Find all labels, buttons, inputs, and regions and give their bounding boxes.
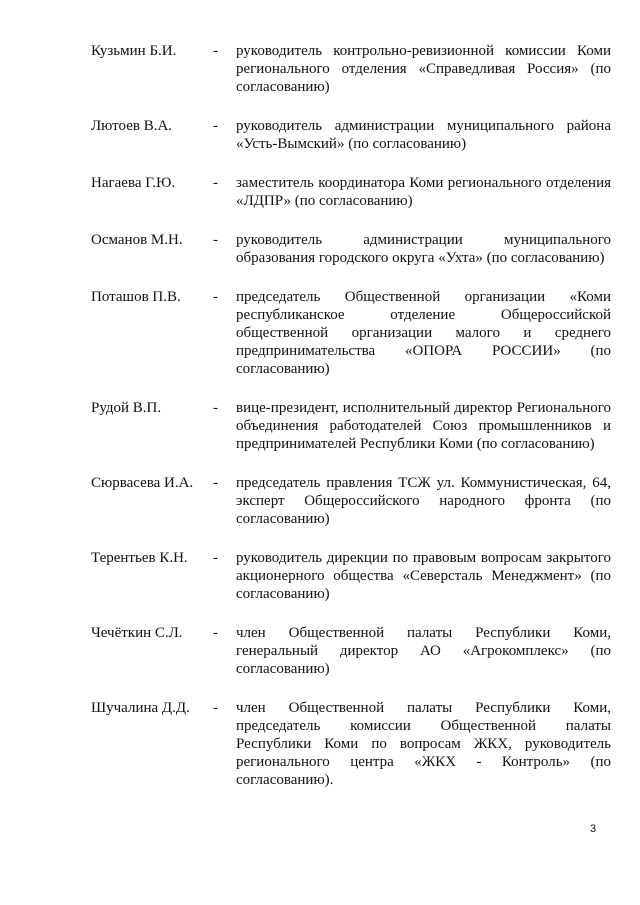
dash: - <box>213 625 218 641</box>
list-item <box>91 174 611 210</box>
list-item <box>91 288 611 378</box>
member-name: Кузьмин Б.И. <box>91 43 177 59</box>
list-item <box>91 42 611 96</box>
dash: - <box>213 289 218 305</box>
member-description: руководитель контрольно-ревизионной комиссии Коми регионального отделения «Справедливая Россия» (по согласованию) <box>236 43 611 95</box>
member-description: руководитель дирекции по правовым вопросам закрытого акционерного общества «Северсталь Менеджмент» (по согласованию) <box>236 550 611 602</box>
dash: - <box>213 700 218 716</box>
member-description: председатель Общественной организации «Коми республиканское отделение Общероссийской общественной организации малого и среднего предпринимательства «ОПОРА РОССИИ» (по согласованию) <box>236 289 611 377</box>
dash: - <box>213 400 218 416</box>
list-item <box>91 117 611 153</box>
list-item <box>91 624 611 678</box>
dash: - <box>213 43 218 59</box>
member-name: Нагаева Г.Ю. <box>91 175 176 191</box>
member-name: Поташов П.В. <box>91 289 181 305</box>
member-name: Сюрвасева И.А. <box>91 475 194 491</box>
member-name: Чечёткин С.Л. <box>91 625 183 641</box>
member-description: вице-президент, исполнительный директор Регионального объединения работодателей Союз промышленников и предпринимателей Республики Коми (по согласованию) <box>236 400 611 452</box>
member-list <box>91 42 611 810</box>
dash: - <box>213 175 218 191</box>
member-name: Терентьев К.Н. <box>91 550 188 566</box>
list-item <box>91 549 611 603</box>
dash: - <box>213 118 218 134</box>
list-item <box>91 231 611 267</box>
member-description: член Общественной палаты Республики Коми, генеральный директор АО «Агрокомплекс» (по согласованию) <box>236 625 611 677</box>
dash: - <box>213 475 218 491</box>
member-description: председатель правления ТСЖ ул. Коммунистическая, 64, эксперт Общероссийского народного фронта (по согласованию) <box>236 475 611 527</box>
list-item <box>91 399 611 453</box>
member-name: Шучалина Д.Д. <box>91 700 190 716</box>
list-item <box>91 474 611 528</box>
member-description: руководитель администрации муниципального образования городского округа «Ухта» (по согласованию) <box>236 232 611 266</box>
member-description: заместитель координатора Коми регионального отделения «ЛДПР» (по согласованию) <box>236 175 611 209</box>
member-description: руководитель администрации муниципального района «Усть-Вымский» (по согласованию) <box>236 118 611 152</box>
dash: - <box>213 232 218 248</box>
page-number: 3 <box>590 823 597 835</box>
member-description: член Общественной палаты Республики Коми, председатель комиссии Общественной палаты Республики Коми по вопросам ЖКХ, руководитель регионального центра «ЖКХ - Контроль» (по согласованию). <box>236 700 611 788</box>
member-name: Рудой В.П. <box>91 400 162 416</box>
list-item <box>91 699 611 789</box>
member-name: Лютоев В.А. <box>91 118 173 134</box>
member-name: Османов М.Н. <box>91 232 183 248</box>
dash: - <box>213 550 218 566</box>
